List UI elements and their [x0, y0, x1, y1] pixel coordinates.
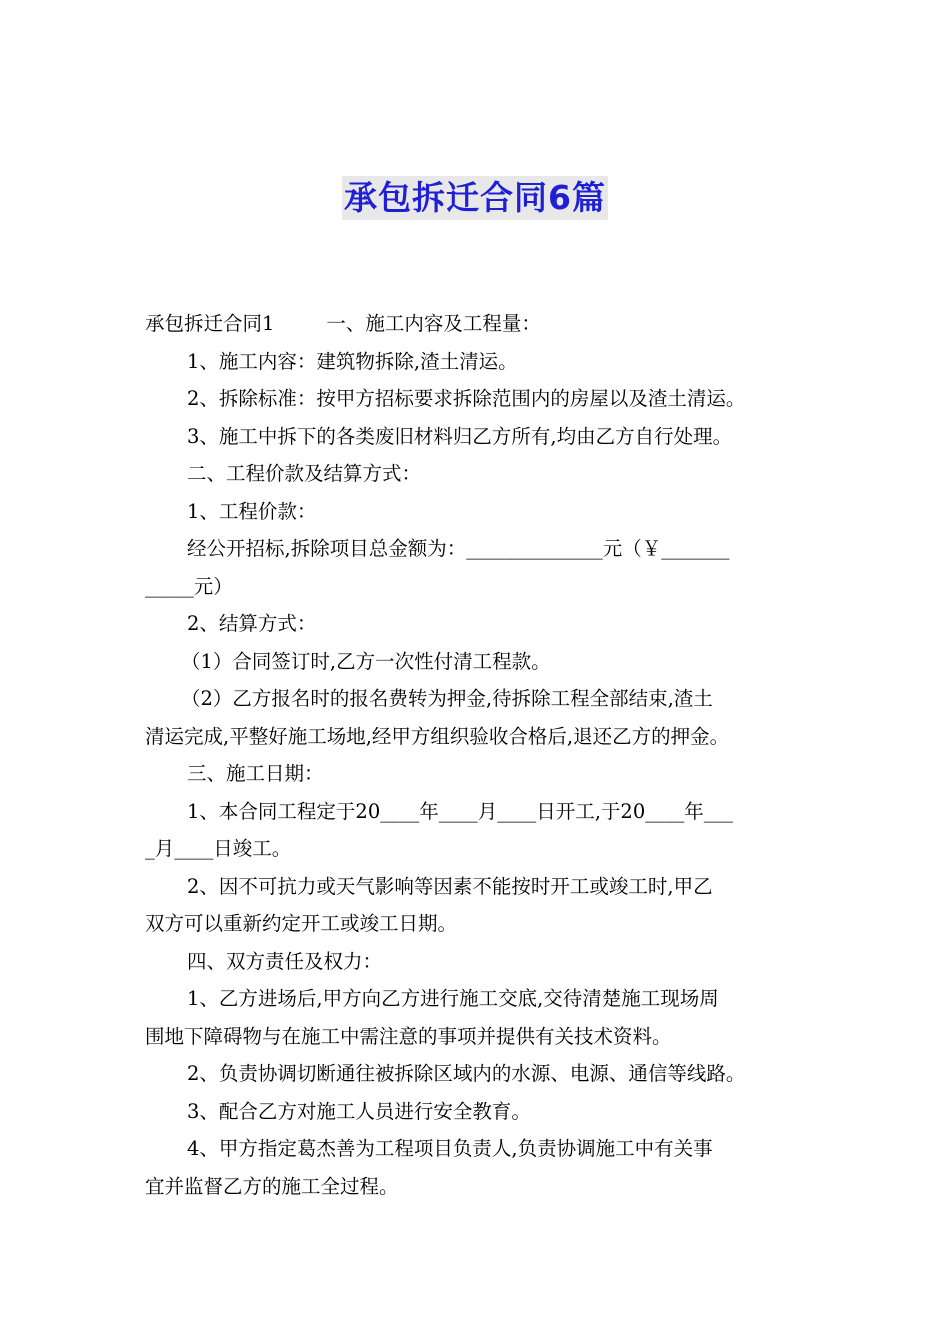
section-heading: 一、施工内容及工程量： [326, 312, 541, 335]
paragraph-line: 2、结算方式： [187, 612, 317, 635]
paragraph-line: （2）乙方报名时的报名费转为押金,待拆除工程全部结束,渣土 [181, 687, 713, 710]
paragraph-line: 1、施工内容：建筑物拆除,渣土清运。 [187, 349, 518, 373]
paragraph-line [145, 305, 825, 343]
section-heading: 四、双方责任及权力： [187, 949, 383, 973]
paragraph-line: 2、因不可抗力或天气影响等因素不能按时开工或竣工时,甲乙 [187, 874, 713, 898]
paragraph-line: _月____日竣工。 [145, 837, 292, 860]
paragraph-line: 清运完成,平整好施工场地,经甲方组织验收合格后,退还乙方的押金。 [145, 724, 730, 748]
title-container [0, 176, 950, 220]
document-title: 承包拆迁合同6篇 [342, 176, 608, 220]
paragraph-line: 3、配合乙方对施工人员进行安全教育。 [187, 1099, 531, 1123]
paragraph-line: 双方可以重新约定开工或竣工日期。 [145, 912, 458, 935]
paragraph-line: 宜并监督乙方的施工全过程。 [145, 1174, 399, 1198]
paragraph-line: 经公开招标,拆除项目总金额为：______________元（￥_______ [187, 537, 730, 560]
section-heading: 二、工程价款及结算方式： [187, 462, 422, 485]
section-heading: 承包拆迁合同1 [145, 312, 275, 335]
paragraph-line: 1、工程价款： [187, 499, 317, 523]
paragraph-line: 3、施工中拆下的各类废旧材料归乙方所有,均由乙方自行处理。 [187, 424, 733, 448]
paragraph-line: 1、本合同工程定于20____年____月____日开工,于20____年___ [187, 799, 733, 823]
paragraph-line: 4、甲方指定葛杰善为工程项目负责人,负责协调施工中有关事 [187, 1137, 713, 1160]
document-body [145, 305, 825, 1205]
paragraph-line: 2、负责协调切断通往被拆除区域内的水源、电源、通信等线路。 [187, 1062, 746, 1085]
paragraph-line: 2、拆除标准：按甲方招标要求拆除范围内的房屋以及渣土清运。 [187, 387, 746, 410]
paragraph-line: （1）合同签订时,乙方一次性付清工程款。 [181, 649, 551, 673]
paragraph-line: _____元） [145, 574, 233, 598]
paragraph-line: 1、乙方进场后,甲方向乙方进行施工交底,交待清楚施工现场周 [187, 987, 719, 1010]
paragraph-line: 围地下障碍物与在施工中需注意的事项并提供有关技术资料。 [145, 1024, 672, 1048]
section-heading: 三、施工日期： [187, 762, 324, 785]
